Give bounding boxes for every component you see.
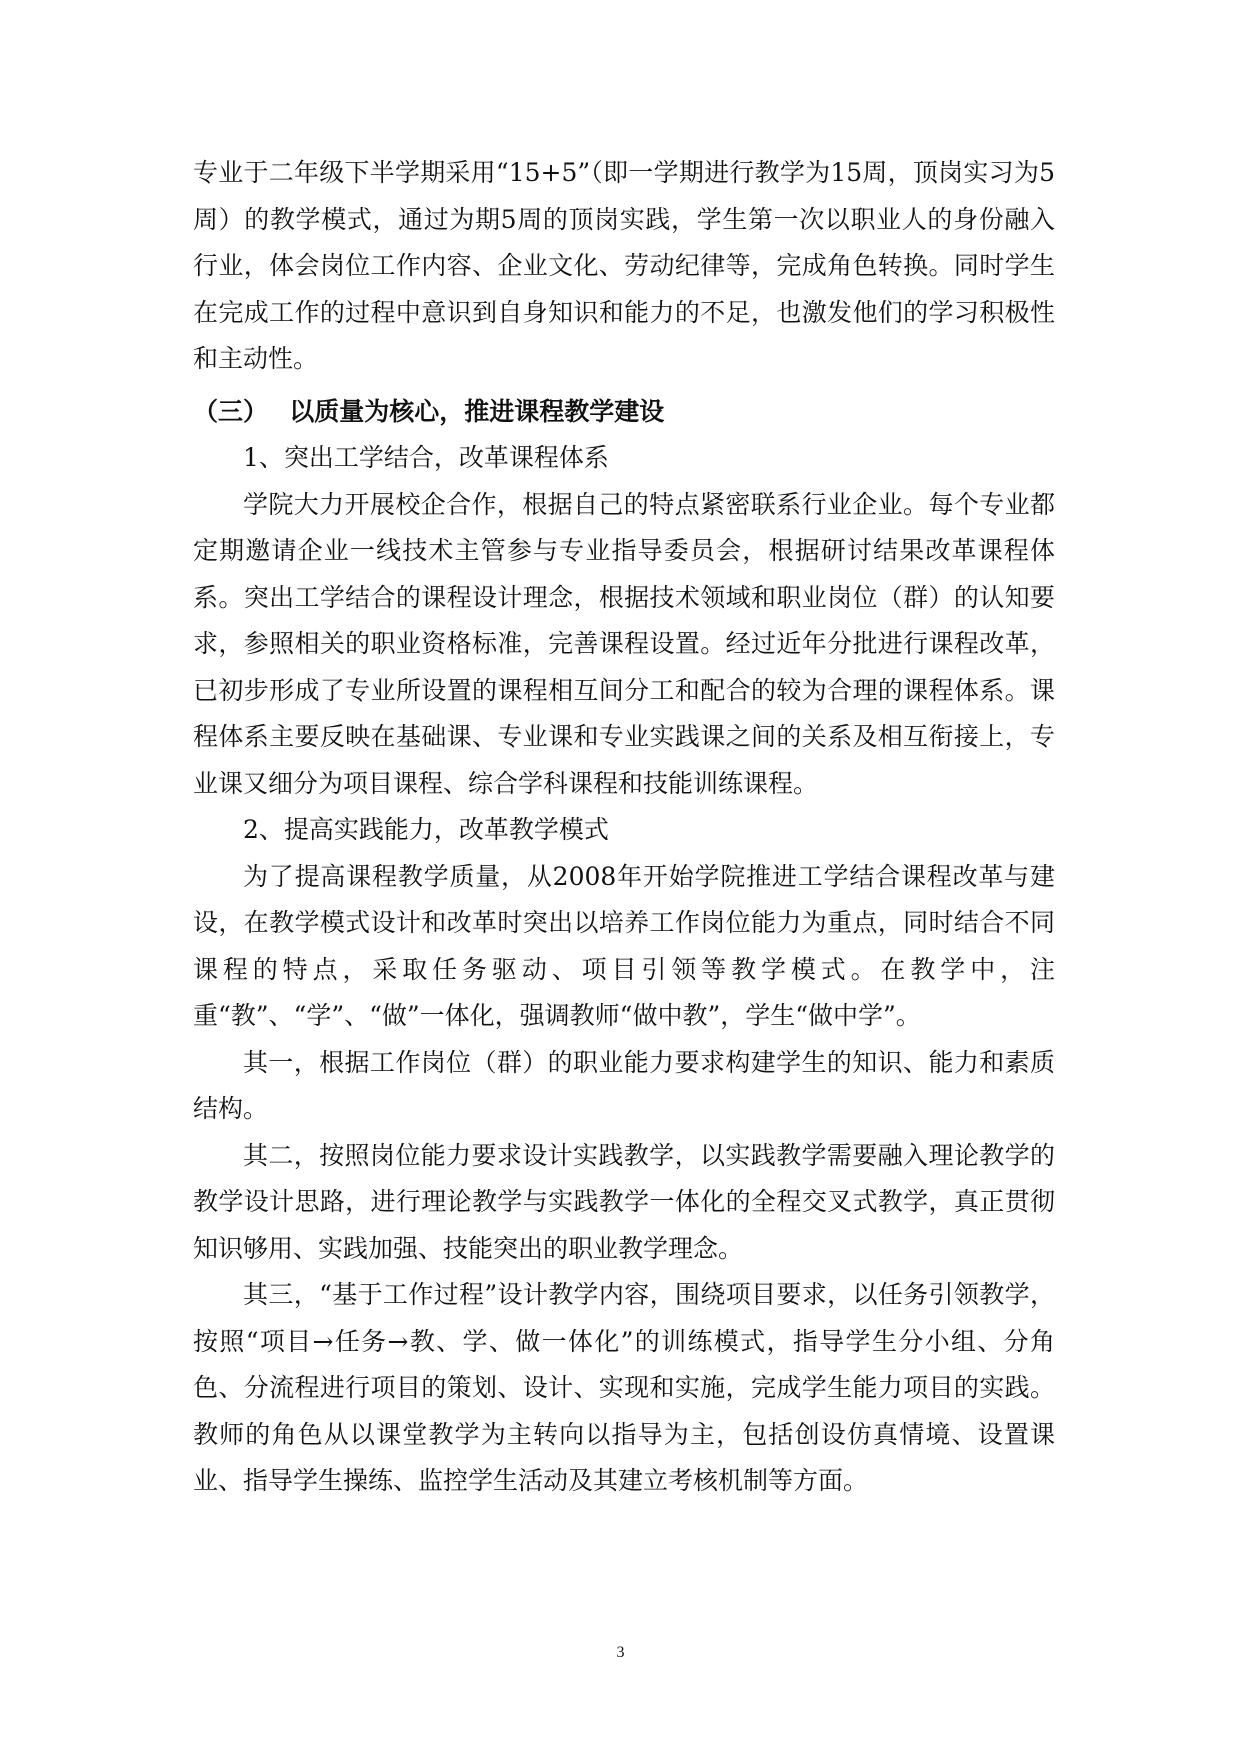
subheading-1: 1、突出工学结合，改革课程体系	[243, 443, 609, 472]
section-heading-3: （三） 以质量为核心，推进课程教学建设	[193, 396, 665, 426]
subheading-2: 2、提高实践能力，改革教学模式	[243, 815, 609, 844]
paragraph-continuation: 专业于二年级下半学期采用“15+5”（即一学期进行教学为15周，顶岗实习为5周）的教学模式，通过为期5周的顶岗实践，学生第一次以职业人的身份融入行业，体会岗位工作内容、企业文化、劳动纪律等，完成角色转换。同时学生在完成工作的过程中意识到自身知识和能力的不足，也激发他们的学习积极性和主动性。	[193, 158, 1055, 373]
page-number: 3	[616, 1644, 625, 1661]
paragraph-point-three: 其三，“基于工作过程”设计教学内容，围绕项目要求，以任务引领教学，按照“项目→任务→教、学、做一体化”的训练模式，指导学生分小组、分角色、分流程进行项目的策划、设计、实现和实施，完成学生能力项目的实践。教师的角色从以课堂教学为主转向以指导为主，包括创设仿真情境、设置课业、指导学生操练、监控学生活动及其建立考核机制等方面。	[193, 1280, 1055, 1495]
paragraph-point-one: 其一，根据工作岗位（群）的职业能力要求构建学生的知识、能力和素质结构。	[193, 1047, 1055, 1123]
paragraph-teaching-mode: 为了提高课程教学质量，从2008年开始学院推进工学结合课程改革与建设，在教学模式设计和改革时突出以培养工作岗位能力为重点，同时结合不同课程的特点，采取任务驱动、项目引领等教学模式。在教学中，注重“教”、“学”、“做”一体化，强调教师“做中教”，学生“做中学”。	[193, 861, 1055, 1030]
paragraph-curriculum-system: 学院大力开展校企合作，根据自己的特点紧密联系行业企业。每个专业都定期邀请企业一线技术主管参与专业指导委员会，根据研讨结果改革课程体系。突出工学结合的课程设计理念，根据技术领域和职业岗位（群）的认知要求，参照相关的职业资格标准，完善课程设置。经过近年分批进行课程改革，已初步形成了专业所设置的课程相互间分工和配合的较为合理的课程体系。课程体系主要反映在基础课、专业课和专业实践课之间的关系及相互衔接上，专业课又细分为项目课程、综合学科课程和技能训练课程。	[193, 489, 1055, 798]
paragraph-point-two: 其二，按照岗位能力要求设计实践教学，以实践教学需要融入理论教学的教学设计思路，进行理论教学与实践教学一体化的全程交叉式教学，真正贯彻知识够用、实践加强、技能突出的职业教学理念。	[193, 1140, 1055, 1263]
document-page	[193, 150, 1055, 1505]
